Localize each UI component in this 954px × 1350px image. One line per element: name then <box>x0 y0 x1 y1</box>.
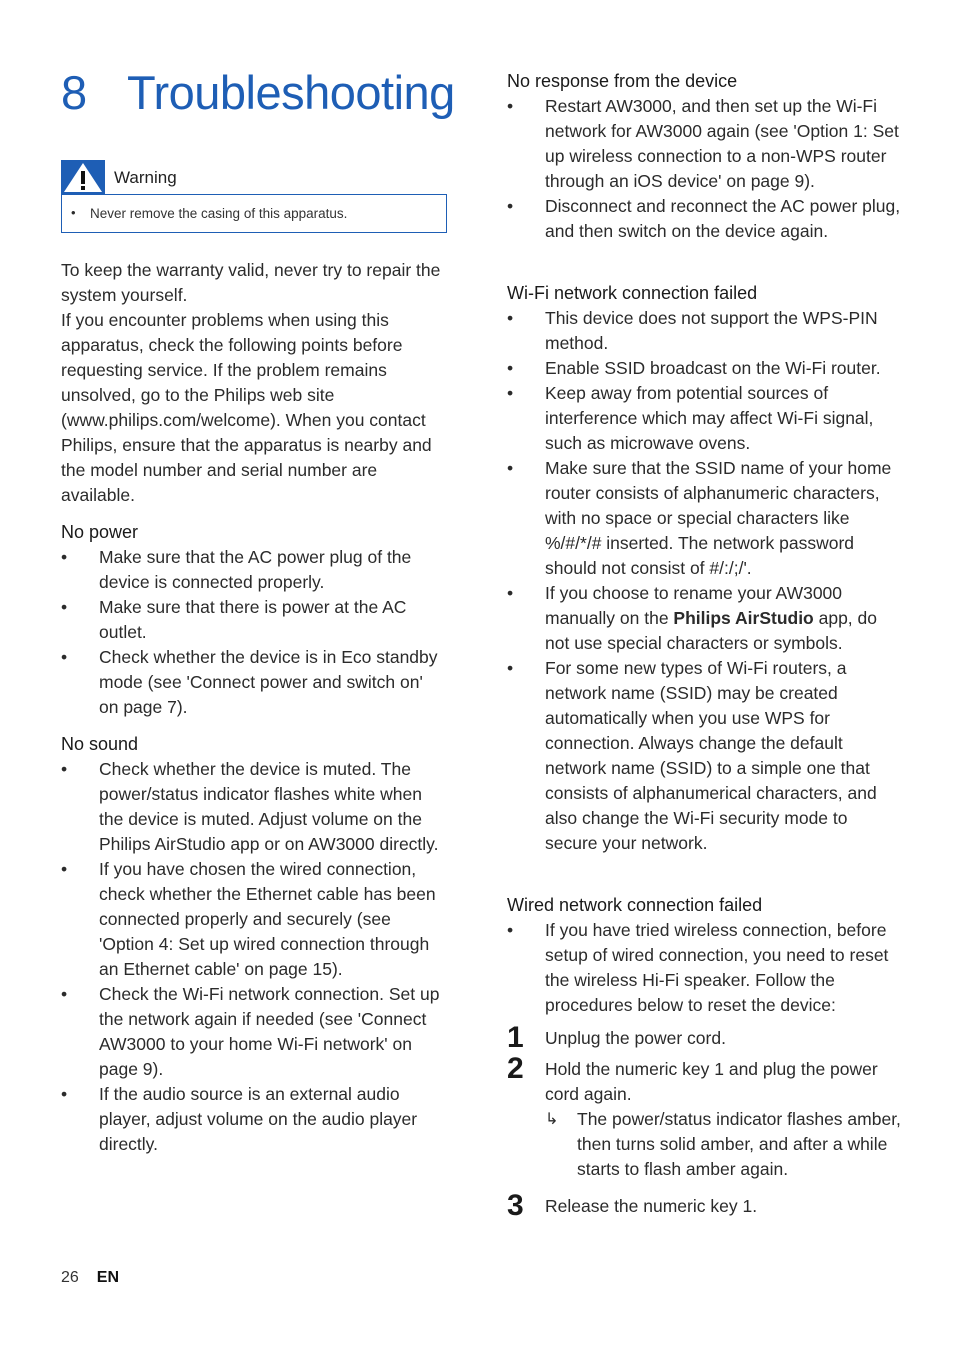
wifi-failed-section <box>507 281 902 856</box>
page-footer <box>61 1268 119 1288</box>
wired-failed-section <box>507 893 902 1222</box>
section-heading-no-power: No power <box>61 522 139 542</box>
list-item: • If you have chosen the wired connection, check whether the Ethernet cable has been connected properly and securely (see 'Option 4: Set up wired connection through an Ethernet cable' on page 15). <box>61 859 436 979</box>
step-number: 1 <box>507 1021 524 1054</box>
chapter-number: 8 <box>61 66 87 119</box>
section-heading-wired-failed: Wired network connection failed <box>507 895 763 915</box>
section-heading-no-response: No response from the device <box>507 71 738 91</box>
list-item: • This device does not support the WPS-PIN method. <box>507 308 878 353</box>
warning-box <box>61 194 447 233</box>
list-item: • If you have tried wireless connection, before setup of wired connection, you need to reset the wireless Hi-Fi speaker. Follow the procedures below to reset the device: <box>507 920 889 1015</box>
language-code: EN <box>96 1269 120 1286</box>
list-item: • Enable SSID broadcast on the Wi-Fi router. <box>507 358 881 378</box>
list-item: • Check the Wi-Fi network connection. Set up the network again if needed (see 'Connect AW3000 to your home Wi-Fi network' on page 9). <box>61 984 440 1079</box>
no-response-section <box>507 69 902 244</box>
reset-steps <box>507 1021 902 1222</box>
step-number: 2 <box>507 1052 524 1085</box>
page-number: 26 <box>61 1269 79 1286</box>
chapter-title-text: Troubleshooting <box>127 66 455 119</box>
app-name: Philips AirStudio <box>673 608 814 628</box>
step-item: 2 Hold the numeric key 1 and plug the power cord again. ↳ The power/status indicator flashes amber, then turns solid amber, and after a while starts to flash amber again. <box>507 1057 902 1182</box>
list-item: • Check whether the device is muted. The power/status indicator flashes white when the device is muted. Adjust volume on the Philips AirStudio app or on AW3000 directly. <box>61 759 439 854</box>
list-item: • Restart AW3000, and then set up the Wi-Fi network for AW3000 again (see 'Option 1: Set up wireless connection to a non-WPS router through an iOS device' on page 9). <box>507 96 899 191</box>
no-power-section <box>61 520 447 720</box>
list-item: • Keep away from potential sources of interference which may affect Wi-Fi signal, such as microwave ovens. <box>507 383 874 453</box>
list-item: • If the audio source is an external audio player, adjust volume on the audio player directly. <box>61 1084 418 1154</box>
step-number: 3 <box>507 1189 524 1222</box>
chapter-title <box>61 66 455 120</box>
warning-text: Never remove the casing of this apparatus. <box>90 206 348 221</box>
list-item: • If you choose to rename your AW3000 manually on the Philips AirStudio app, do not use special characters or symbols. <box>507 583 877 653</box>
list-item: • Disconnect and reconnect the AC power plug, and then switch on the device again. <box>507 196 901 241</box>
list-item: • Make sure that there is power at the AC outlet. <box>61 597 407 642</box>
section-heading-no-sound: No sound <box>61 734 139 754</box>
warning-triangle-icon <box>61 160 105 194</box>
no-sound-section <box>61 732 447 1157</box>
section-heading-wifi-failed: Wi-Fi network connection failed <box>507 283 758 303</box>
list-item: • For some new types of Wi-Fi routers, a network name (SSID) may be created automatically when you use WPS for connection. Always change the default network name (SSID) to a simple one that consists of alphanumerical characters, and also change the Wi-Fi security mode to secure your network. <box>507 658 877 853</box>
list-item: • Check whether the device is in Eco standby mode (see 'Connect power and switch on' on page 7). <box>61 647 438 717</box>
result-arrow-icon: ↳ <box>545 1111 559 1128</box>
intro-line-1: To keep the warranty valid, never try to repair the system yourself. <box>61 260 441 305</box>
list-item: • Make sure that the SSID name of your home router consists of alphanumeric characters, with no space or special characters like %/#/*/# inserted. The network password should not consist of #/:/;/'. <box>507 458 892 578</box>
warning-bullet: • <box>71 205 76 220</box>
warning-label: Warning <box>114 168 177 187</box>
list-item: • Make sure that the AC power plug of the device is connected properly. <box>61 547 412 592</box>
step-item: 3 Release the numeric key 1. <box>507 1189 758 1222</box>
intro-paragraph <box>61 258 447 508</box>
intro-line-2: If you encounter problems when using this apparatus, check the following points before requesting service. If the problem remains unsolved, go to the Philips web site (www.philips.com/welcome). When you contact Philips, ensure that the apparatus is nearby and the model number and serial number are available. <box>61 310 432 505</box>
step-item: 1 Unplug the power cord. <box>507 1021 726 1054</box>
warning-header <box>61 160 447 194</box>
step-result: ↳ The power/status indicator flashes amber, then turns solid amber, and after a while starts to flash amber again. <box>545 1109 901 1179</box>
